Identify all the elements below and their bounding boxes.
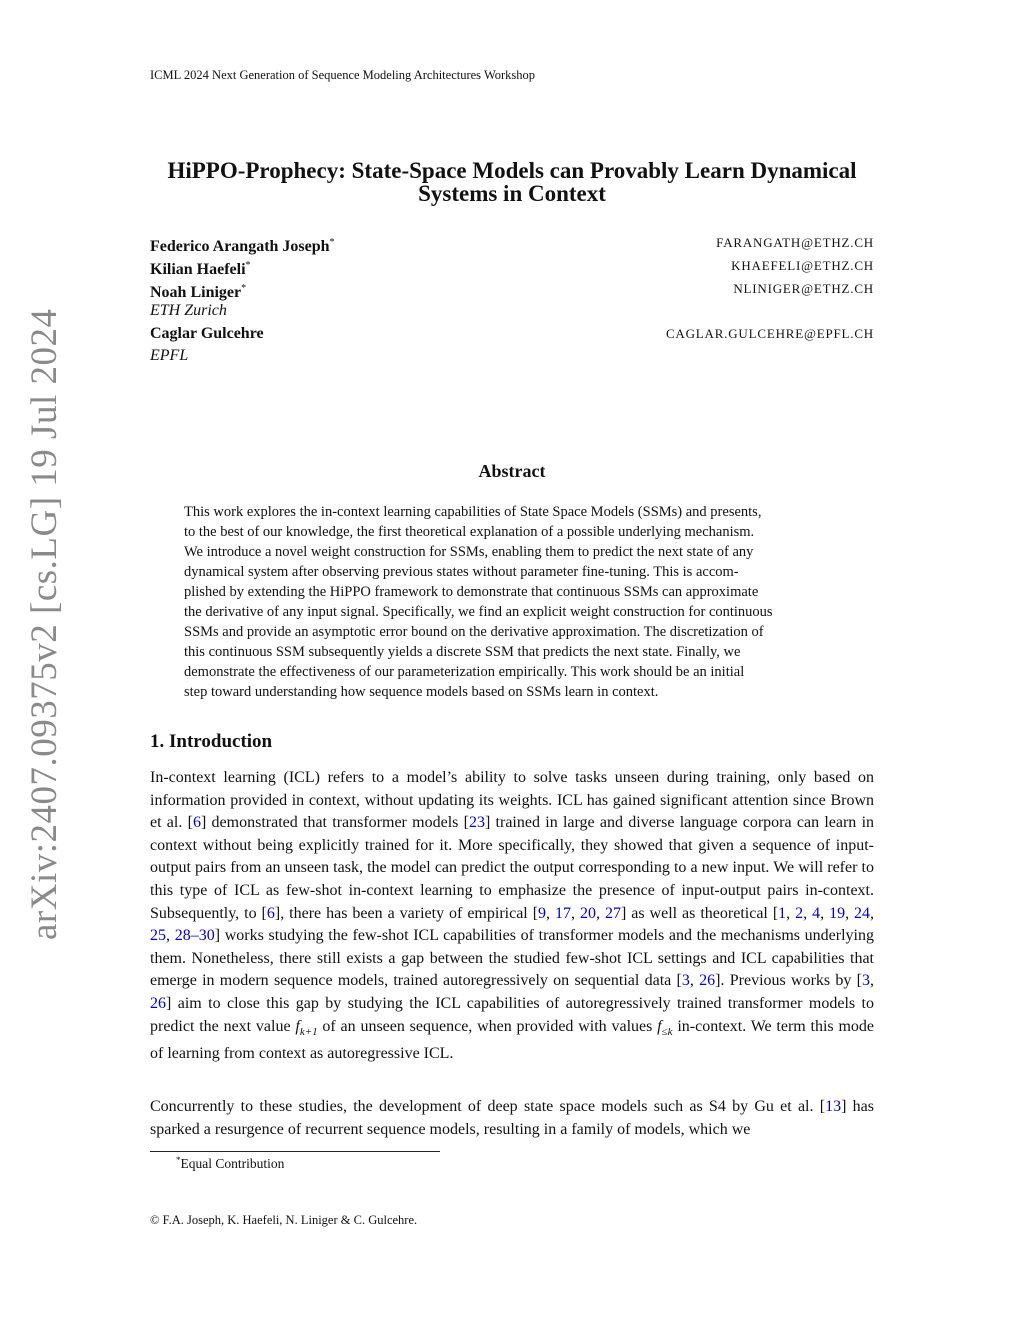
author-name: Kilian Haefeli* — [150, 260, 251, 278]
abstract-line: this continuous SSM subsequently yields a discrete SSM that predicts the next state. Finally, we — [184, 644, 741, 660]
citation-link[interactable]: 3 — [862, 972, 871, 990]
citation-link[interactable]: 27 — [604, 904, 621, 922]
author-row — [150, 322, 874, 345]
abstract-line: SSMs and provide an asymptotic error bound on the derivative approximation. The discretization of — [184, 624, 764, 640]
affiliation-epfl: EPFL — [150, 347, 189, 364]
math-f-context: $f_{\le k}$ — [657, 1017, 673, 1038]
citation-link[interactable]: 26 — [150, 994, 166, 1012]
citation-link[interactable]: 26 — [699, 972, 716, 990]
author-email[interactable]: CAGLAR.GULCEHRE@EPFL.CH — [665, 326, 874, 341]
section-heading-introduction: 1. Introduction — [150, 731, 273, 752]
abstract-line: to the best of our knowledge, the first theoretical explanation of a possible underlying mechanism. — [184, 524, 755, 540]
abstract-line: demonstrate the effectiveness of our parameterization empirically. This work should be an initial — [184, 664, 745, 680]
footnote: *Equal Contribution — [176, 1155, 285, 1171]
citation-link[interactable]: 3 — [681, 972, 690, 990]
citation-link[interactable]: 4 — [812, 904, 821, 922]
equal-contribution-mark: * — [245, 260, 251, 271]
author-email[interactable]: NLINIGER@ETHZ.CH — [733, 281, 874, 296]
abstract-line: dynamical system after observing previous states without parameter fine-tuning. This is accom- — [184, 564, 739, 580]
citation-link[interactable]: 19 — [829, 904, 846, 922]
citation-link[interactable]: 6 — [192, 814, 201, 832]
citation-link[interactable]: 25 — [150, 927, 166, 945]
abstract-body — [184, 502, 841, 702]
citation-link[interactable]: 13 — [825, 1098, 842, 1115]
intro-paragraph-2: Concurrently to these studies, the development of deep state space models such as S4 by Gu et al. [13] has sparked a resurgence of recurrent sequence models, resulting in a family of models, which we — [150, 1098, 875, 1138]
citation-link[interactable]: 6 — [266, 904, 275, 922]
abstract-heading: Abstract — [478, 461, 546, 481]
author-name: Federico Arangath Joseph* — [150, 237, 335, 255]
paper-title — [130, 159, 894, 205]
abstract-line: the derivative of any input signal. Specifically, we find an explicit weight construction for continuous — [184, 604, 773, 620]
intro-paragraph-1: In-context learning (ICL) refers to a model’s ability to solve tasks unseen during training, only based on information provided in context, without updating its weights. ICL has gained significant attention since Brown et al. [6] demonstrated that transformer models [23] trained in large and diverse language corpora can learn in context without being explicitly trained for it. More specifically, they showed that given a sequence of input-output pairs from an unseen task, the model can predict the output corresponding to a new input. We will refer to this type of ICL as few-shot in-context learning to emphasize the presence of input-output pairs in-context. Subsequently, to [6], there has been a variety of empirical [9, 17, 20, 27] as well as theoretical [1, 2, 4, 19, 24, 25, 28–30] works studying the few-shot ICL capabilities of transformer models and the mechanisms underlying them. Nonetheless, there still exists a gap between the studied few-shot ICL settings and ICL capabilities that emerge in modern sequence models, trained autoregressively on sequential data [3, 26]. Previous works by [3, 26] aim to close this gap by studying the ICL capabilities of autoregressively trained transformer models to predict the next value $f_{k+1}$ of an unseen sequence, when provided with values $f_{\le k}$ in-context. We term this mode of learning from context as autoregressive ICL. — [150, 769, 875, 1063]
footnote-divider — [150, 1151, 440, 1152]
author-row — [150, 277, 874, 300]
author-block — [150, 231, 874, 367]
citation-link[interactable]: 28–30 — [174, 927, 215, 945]
abstract-line: step toward understanding how sequence models based on SSMs learn in context. — [184, 684, 659, 700]
affiliation-eth: ETH Zurich — [150, 302, 227, 319]
citation-link[interactable]: 9 — [538, 904, 547, 922]
arxiv-stamp: arXiv:2407.09375v2 [cs.LG] 19 Jul 2024 — [24, 308, 65, 940]
citation-link[interactable]: 2 — [795, 904, 804, 922]
copyright-notice: © F.A. Joseph, K. Haefeli, N. Liniger & C. Gulcehre. — [150, 1213, 418, 1227]
citation-link[interactable]: 17 — [555, 904, 572, 922]
math-f-next: $f_{k+1}$ — [295, 1017, 318, 1038]
title-line-1: HiPPO-Prophecy: State-Space Models can Provably Learn Dynamical — [167, 158, 857, 183]
citation-link[interactable]: 23 — [468, 814, 485, 832]
author-name: Caglar Gulcehre — [150, 325, 264, 342]
author-email[interactable]: FARANGATH@ETHZ.CH — [716, 235, 874, 250]
author-email[interactable]: KHAEFELI@ETHZ.CH — [731, 258, 874, 273]
author-row — [150, 231, 874, 254]
author-name: Noah Liniger* — [150, 283, 247, 301]
abstract-line: plished by extending the HiPPO framework to demonstrate that continuous SSMs can approximate — [184, 584, 759, 600]
abstract-line: This work explores the in-context learning capabilities of State Space Models (SSMs) and presents, — [184, 504, 762, 520]
abstract-line: We introduce a novel weight construction for SSMs, enabling them to predict the next state of any — [184, 544, 754, 560]
author-row — [150, 254, 874, 277]
citation-link[interactable]: 1 — [778, 904, 787, 922]
equal-contribution-mark: * — [241, 283, 247, 294]
title-line-2: Systems in Context — [418, 181, 606, 206]
equal-contribution-mark: * — [329, 237, 335, 248]
running-header: ICML 2024 Next Generation of Sequence Modeling Architectures Workshop — [150, 68, 536, 82]
citation-link[interactable]: 24 — [854, 904, 871, 922]
citation-link[interactable]: 20 — [579, 904, 596, 922]
